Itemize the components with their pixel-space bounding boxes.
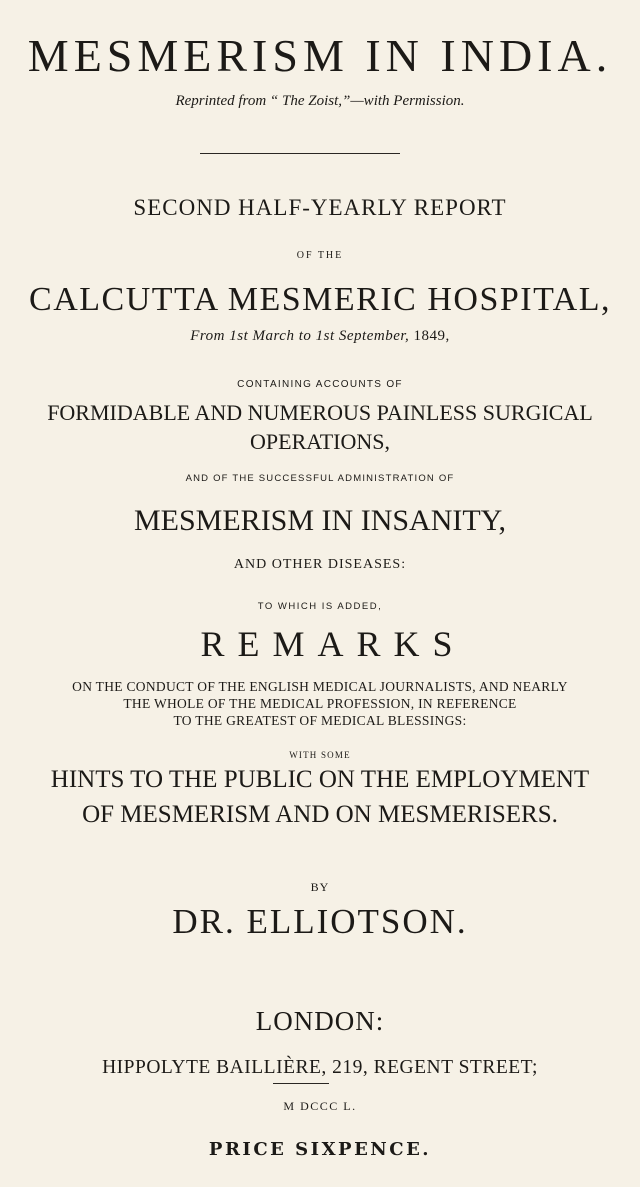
dates-from: From bbox=[190, 328, 225, 344]
dates-end: 1st September, bbox=[315, 328, 410, 344]
reprint-note: Reprinted from “ The Zoist,”—with Permission. bbox=[175, 93, 465, 109]
bottom-divider bbox=[273, 1083, 329, 1084]
hints-line-1: HINTS TO THE PUBLIC ON THE EMPLOYMENT bbox=[50, 766, 590, 793]
insanity-heading: MESMERISM IN INSANITY, bbox=[134, 504, 506, 537]
of-the-label: OF THE bbox=[296, 250, 344, 261]
conduct-line-1: ON THE CONDUCT OF THE ENGLISH MEDICAL JOURNALISTS, AND NEARLY bbox=[72, 679, 568, 694]
by-label: BY bbox=[310, 880, 330, 894]
top-divider bbox=[200, 153, 400, 154]
operations-line-2: OPERATIONS, bbox=[250, 429, 390, 454]
hospital-name: CALCUTTA MESMERIC HOSPITAL, bbox=[29, 281, 611, 318]
report-title: SECOND HALF-YEARLY REPORT bbox=[133, 195, 507, 220]
publication-place: LONDON: bbox=[255, 1006, 385, 1036]
containing-label: CONTAINING ACCOUNTS OF bbox=[237, 379, 403, 390]
main-title: MESMERISM IN INDIA. bbox=[27, 30, 613, 81]
operations-line-1: FORMIDABLE AND NUMEROUS PAINLESS SURGICAL bbox=[47, 400, 593, 425]
publication-year: M DCCC L. bbox=[283, 1099, 357, 1113]
publisher-line: HIPPOLYTE BAILLIÈRE, 219, REGENT STREET; bbox=[102, 1057, 538, 1078]
hints-line-2: OF MESMERISM AND ON MESMERISERS. bbox=[82, 801, 558, 828]
with-some-label: WITH SOME bbox=[289, 750, 351, 760]
report-dates bbox=[0, 329, 640, 344]
to-which-label: TO WHICH IS ADDED, bbox=[257, 601, 383, 612]
administration-label: AND OF THE SUCCESSFUL ADMINISTRATION OF bbox=[185, 473, 455, 484]
author-name: DR. ELLIOTSON. bbox=[172, 902, 468, 941]
remarks-heading: REMARKS bbox=[200, 624, 466, 664]
dates-to: to bbox=[298, 328, 312, 344]
conduct-line-3: TO THE GREATEST OF MEDICAL BLESSINGS: bbox=[173, 713, 467, 728]
price-line: PRICE SIXPENCE. bbox=[208, 1139, 432, 1160]
dates-start: 1st March bbox=[229, 328, 295, 344]
diseases-line: AND OTHER DISEASES: bbox=[233, 557, 407, 572]
dates-year: 1849, bbox=[413, 328, 450, 344]
conduct-line-2: THE WHOLE OF THE MEDICAL PROFESSION, IN REFERENCE bbox=[123, 696, 517, 711]
